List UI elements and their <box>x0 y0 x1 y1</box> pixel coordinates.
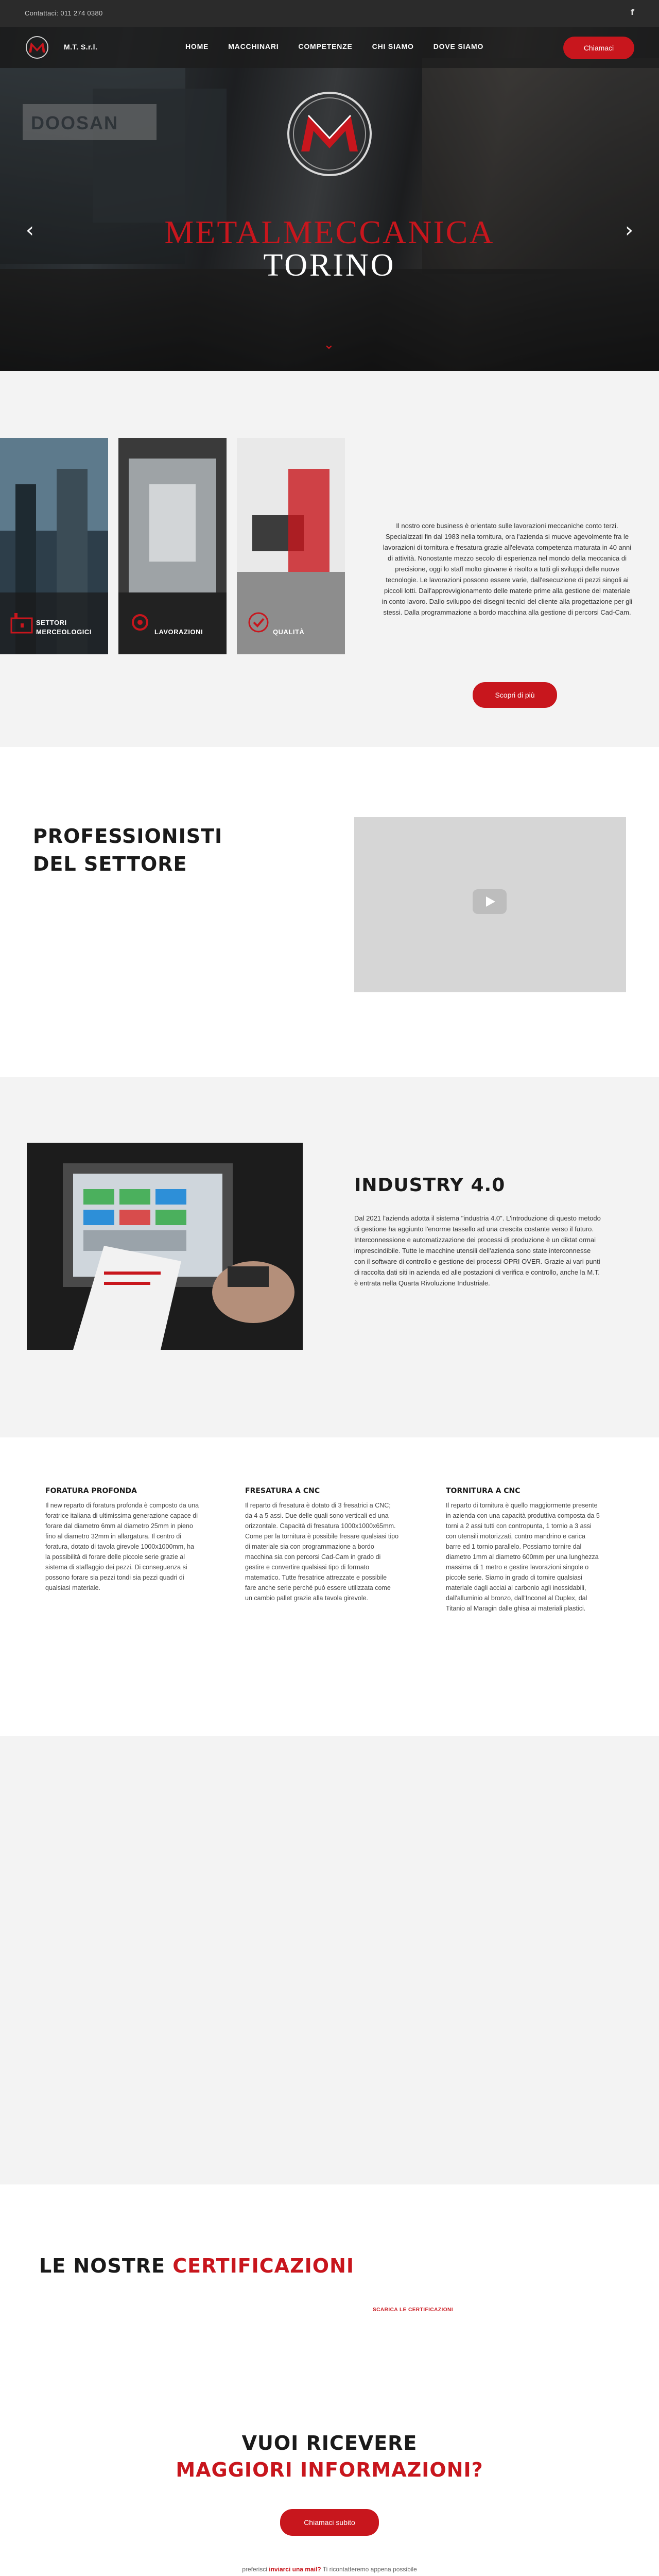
scroll-down-chevron-icon[interactable]: ⌄ <box>323 337 335 352</box>
industry-photo <box>27 1143 303 1350</box>
service-foratura-text: Il new reparto di foratura profonda è composto da una foratrice italiana di ultimissima generazione capace di forare dal diametro 6mm al diametro 25mm in pieno fino al diametro 32mm in allargatura. Il centro di foratura, dotato di tavola girevole 1000x1000mm, ha la possibilità di forare delle piccole serie grazie al sistema di staffaggio dei pezzi. Di conseguenza si possono forare sia pezzi tondi sia pezzi quadri di qualsiasi materiale. <box>45 1502 199 1591</box>
hero-logo <box>278 84 381 182</box>
settori-factory-icon <box>10 611 33 634</box>
gallery-placeholder-section <box>0 1736 659 2184</box>
hero-subtitle: TORINO <box>263 248 396 283</box>
top-bar <box>0 0 659 27</box>
service-fresatura-text: Il reparto di fresatura è dotato di 3 fresatrici a CNC; da 4 a 5 assi. Due delle quali sono verticali ed una orizzontale. Capacità di fresatura 1000x1000x65mm. Come per la tornitura è possibile fresare qualsiasi tipo di materiale sia con programmazione a bordo macchina sia con percorsi Cad-Cam in grado di gestire e convertire qualsiasi tipo di formato matematico. Tutte fresatrice attrezzate e possibile fare anche serie perché può essere utilizzata come un cambio pallet grazie alla tavola girevole. <box>245 1502 399 1602</box>
slider-prev-arrow-icon[interactable]: ‹ <box>26 218 34 242</box>
card-qualita-label: QUALITÀ <box>273 628 305 636</box>
service-fresatura-title: FRESATURA A CNC <box>245 1487 320 1495</box>
service-foratura-title: FORATURA PROFONDA <box>45 1487 137 1495</box>
certificazioni-section <box>0 2184 659 2576</box>
service-foratura <box>45 1487 200 1593</box>
industry-section <box>0 1077 659 1437</box>
menu-item-macchinari[interactable]: MACCHINARI <box>228 42 279 50</box>
certificazioni-title: LE NOSTRE CERTIFICAZIONI <box>39 2255 355 2277</box>
main-navbar <box>0 27 659 68</box>
lavorazioni-gear-icon <box>129 611 151 634</box>
logo-icon[interactable] <box>23 35 51 60</box>
menu-item-competenze[interactable]: COMPETENZE <box>298 42 353 50</box>
cta-line2: MAGGIORI INFORMAZIONI? <box>176 2459 483 2481</box>
send-mail-link[interactable]: inviarci una mail? <box>269 2566 321 2573</box>
play-icon[interactable] <box>473 889 507 914</box>
brand-name[interactable]: M.T. S.r.l. <box>64 43 98 51</box>
service-tornitura <box>446 1487 600 1614</box>
intro-text: Il nostro core business è orientato sulle lavorazioni meccaniche conto terzi. Specializzati fin dal 1983 nella tornitura, ora l'azienda si muove agevolmente fra le lavorazioni di tornitura e fresatura grazie all'elevata competenza maturata in 40 anni di attività. Nonostante mezzo secolo di esperienza nel mondo della meccanica di precisione, oggi lo staff molto giovane è risolto a tutti gli sviluppi delle nuove tecnologie. Le lavorazioni possono essere varie, dall'esecuzione di pezzi singoli ai piccoli lotti. Dall'approvvigionamento delle materie prime alla gestione del materiale in conto lavoro. Dallo sviluppo dei disegni tecnici del cliente alla progettazione per gli stessi. Dalla programmazione a bordo macchina alla gestione di percorsi Cad-Cam. <box>381 522 633 616</box>
call-now-button[interactable]: Chiamaci subito <box>280 2509 379 2536</box>
menu-item-chi-siamo[interactable]: CHI SIAMO <box>372 42 414 50</box>
hero-machine-sign-text: DOOSAN <box>31 112 119 133</box>
hero-title: METALMECCANICA <box>164 214 495 250</box>
discover-more-button[interactable]: Scopri di più <box>473 682 557 708</box>
menu-item-home[interactable]: HOME <box>185 42 209 50</box>
call-button[interactable]: Chiamaci <box>563 37 634 59</box>
intro-section <box>0 371 659 747</box>
slider-next-arrow-icon[interactable]: › <box>625 218 633 242</box>
card-qualita[interactable] <box>237 438 345 654</box>
video-player[interactable] <box>354 817 626 992</box>
industry-title: INDUSTRY 4.0 <box>354 1175 506 1196</box>
facebook-icon[interactable]: f <box>631 7 634 17</box>
cta-note: preferisci inviarci una mail? Ti ricontatteremo appena possibile <box>242 2566 417 2573</box>
service-tornitura-text: Il reparto di tornitura è quello maggiormente presente in azienda con una capacità produttiva composta da 5 torni a 2 assi tutti con contropunta, 1 tornio a 3 assi con utensili motorizzati, contro mandrino e carica barre ed 1 tornio parallelo. Possiamo tornire dal diametro 1mm al diametro 600mm per una lunghezza massima di 1 metro e gestire lavorazioni singole o piccole serie. Siamo in grado di tornire qualsiasi materiale dagli acciai al carbonio agli inossidabili, dall'alluminio al bronzo, dall'Inconel al Duplex, dal Titanio al Maragin dalle ghisa ai materiali plastici. <box>446 1502 600 1612</box>
qualita-check-icon <box>247 611 270 634</box>
main-menu <box>185 42 483 50</box>
service-fresatura <box>245 1487 400 1603</box>
hero-slider <box>0 27 659 371</box>
download-certifications-link[interactable]: SCARICA LE CERTIFICAZIONI <box>373 2307 454 2313</box>
card-settori-label: SETTORI MERCEOLOGICI <box>36 619 92 636</box>
professionisti-section <box>0 747 659 1077</box>
services-section <box>0 1437 659 1736</box>
card-lavorazioni-label: LAVORAZIONI <box>154 628 203 636</box>
card-lavorazioni[interactable] <box>118 438 227 654</box>
menu-item-dove-siamo[interactable]: DOVE SIAMO <box>433 42 484 50</box>
service-tornitura-title: TORNITURA A CNC <box>446 1487 521 1495</box>
hero-overlay <box>0 27 659 371</box>
professionisti-heading: PROFESSIONISTI DEL SETTORE <box>33 825 223 875</box>
industry-image <box>27 1143 303 1350</box>
industry-text: Dal 2021 l'azienda adotta il sistema "industria 4.0". L'introduzione di questo metodo di gestione ha aggiunto l'enorme tassello ad una crescita costante verso il futuro. Interconnessione e automatizzazione dei processi di produzione è un diktat ormai imprescindibile. Tutte le macchine utensili dell'azienda sono state interconnesse con il software di controllo e gestione dei processi OPRI OVER. Grazie ai vari punti di raccolta dati siti in azienda ed alle postazioni di verifica e controllo, anche la M.T. è entrata nella Quarta Rivoluzione Industriale. <box>354 1214 601 1287</box>
cta-line1: VUOI RICEVERE <box>241 2432 418 2454</box>
contact-phone[interactable]: Contattaci: 011 274 0380 <box>25 9 103 17</box>
card-settori[interactable] <box>0 438 108 654</box>
